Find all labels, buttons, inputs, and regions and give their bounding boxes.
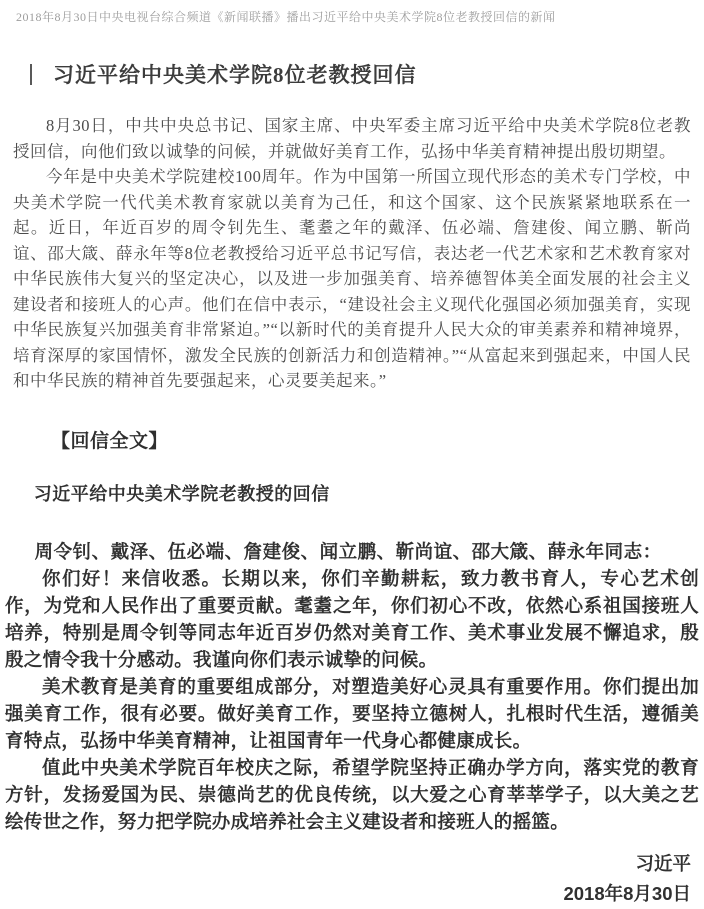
news-paragraph: 今年是中央美术学院建校100周年。作为中国第一所国立现代形态的美术专门学校，中央美术学院一代代美术教育家就以美育为己任，和这个国家、这个民族紧紧地联系在一起。近日，年近百岁的周令钊先生、耄耋之年的戴泽、伍必端、詹建俊、闻立鹏、靳尚谊、邵大箴、薛永年等8位老教授给习近平总书记写信，表达老一代艺术家和艺术教育家对中华民族伟大复兴的坚定决心，以及进一步加强美育、培养德智体美全面发展的社会主义建设者和接班人的心声。他们在信中表示，“建设社会主义现代化强国必须加强美育，实现中华民族复兴加强美育非常紧迫。”“以新时代的美育提升人民大众的审美素养和精神境界，培育深厚的家国情怀，激发全民族的创新活力和创造精神。”“从富起来到强起来，中国人民和中华民族的精神首先要强起来，心灵要美起来。” — [13, 167, 691, 390]
title-accent-bar — [30, 64, 32, 85]
letter-salutation: 周令钊、戴泽、伍必端、詹建俊、闻立鹏、靳尚谊、邵大箴、薛永年同志： — [34, 540, 662, 562]
page-title: 习近平给中央美术学院8位老教授回信 — [53, 63, 417, 87]
article-title-row — [30, 59, 691, 89]
letter-body — [5, 565, 699, 835]
news-paragraph: 8月30日，中共中央总书记、国家主席、中央军委主席习近平给中央美术学院8位老教授回信，向他们致以诚挚的问候，并就做好美育工作，弘扬中华美育精神提出殷切期望。 — [13, 116, 691, 161]
letter-signature: 习近平 — [635, 852, 691, 874]
letter-fulltext-label: 【回信全文】 — [51, 430, 169, 452]
letter-paragraph: 美术教育是美育的重要组成部分，对塑造美好心灵具有重要作用。你们提出加强美育工作，很有必要。做好美育工作，要坚持立德树人，扎根时代生活，遵循美育特点，弘扬中华美育精神，让祖国青年一代身心都健康成长。 — [5, 675, 699, 751]
source-note: 2018年8月30日中央电视台综合频道《新闻联播》播出习近平给中央美术学院8位老教授回信的新闻 — [16, 10, 556, 24]
news-summary — [13, 113, 691, 394]
letter-block — [0, 483, 704, 909]
letter-heading: 习近平给中央美术学院老教授的回信 — [33, 483, 330, 504]
letter-signature-block — [13, 849, 691, 909]
letter-paragraph: 值此中央美术学院百年校庆之际，希望学院坚持正确办学方向，落实党的教育方针，发扬爱国为民、崇德尚艺的优良传统，以大爱之心育莘莘学子，以大美之艺绘传世之作，努力把学院办成培养社会主义建设者和接班人的摇篮。 — [5, 756, 699, 832]
letter-date: 2018年8月30日 — [563, 882, 691, 904]
letter-paragraph: 你们好！来信收悉。长期以来，你们辛勤耕耘，致力教书育人，专心艺术创作，为党和人民作出了重要贡献。耄耋之年，你们初心不改，依然心系祖国接班人培养，特别是周令钊等同志年近百岁仍然对美育工作、美术事业发展不懈追求，殷殷之情令我十分感动。我谨向你们表示诚挚的问候。 — [5, 567, 699, 670]
